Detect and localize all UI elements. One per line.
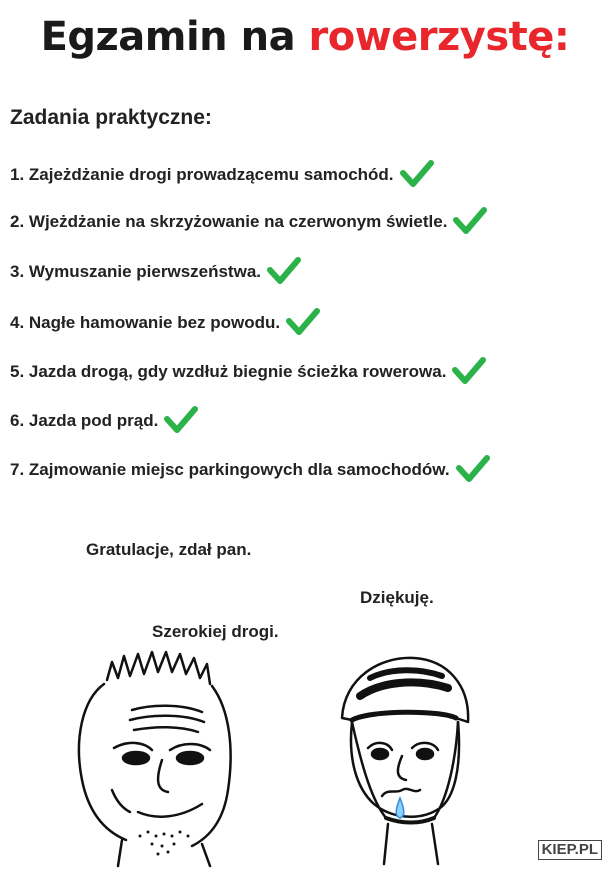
green-checkmark-icon (456, 455, 490, 485)
green-checkmark-icon (286, 308, 320, 338)
green-checkmark-icon (400, 160, 434, 190)
title-part-1: Egzamin na (40, 14, 309, 60)
task-item (10, 160, 434, 190)
green-checkmark-icon (453, 207, 487, 237)
tasks-heading: Zadania praktyczne: (10, 106, 212, 129)
task-text: 4. Nagłe hamowanie bez powodu. (10, 313, 281, 332)
task-item (10, 357, 486, 387)
task-item (10, 308, 320, 338)
task-item (10, 207, 487, 237)
task-text: 7. Zajmowanie miejsc parkingowych dla samochodów. (10, 460, 450, 479)
cyclist-crying-face-illustration (330, 648, 480, 873)
page-title (0, 14, 610, 60)
watermark-logo: KIEP.PL (538, 840, 602, 860)
green-checkmark-icon (267, 257, 301, 287)
task-text: 3. Wymuszanie pierwszeństwa. (10, 262, 261, 281)
examiner-speech-congrats: Gratulacje, zdał pan. (86, 540, 252, 559)
title-part-2: rowerzystę: (308, 14, 570, 60)
examiner-face-illustration (52, 640, 272, 873)
task-item (10, 406, 198, 436)
task-text: 6. Jazda pod prąd. (10, 411, 159, 430)
cyclist-speech-thanks: Dziękuję. (360, 588, 434, 607)
task-item (10, 455, 490, 485)
task-item (10, 257, 301, 287)
task-text: 2. Wjeżdżanie na skrzyżowanie na czerwonym świetle. (10, 212, 448, 231)
task-text: 1. Zajeżdżanie drogi prowadzącemu samochód. (10, 165, 394, 184)
green-checkmark-icon (164, 406, 198, 436)
green-checkmark-icon (452, 357, 486, 387)
examiner-speech-farewell: Szerokiej drogi. (152, 622, 279, 641)
task-text: 5. Jazda drogą, gdy wzdłuż biegnie ścieżka rowerowa. (10, 362, 447, 381)
